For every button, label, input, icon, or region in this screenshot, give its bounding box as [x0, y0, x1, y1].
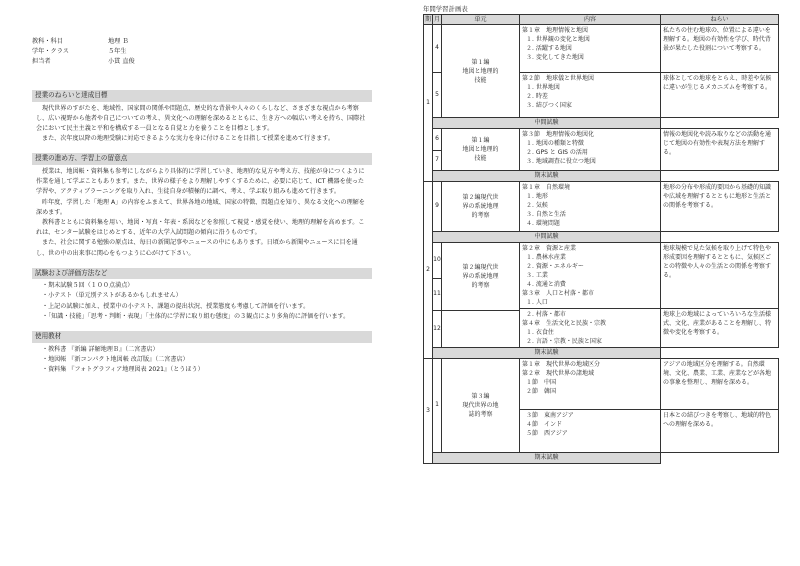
content-line: ４. 環境問題	[526, 220, 560, 227]
section-heading-method: 授業の進め方、学習上の留意点	[32, 153, 372, 165]
content-line: ２. 村落・都市	[526, 311, 566, 318]
exam-row	[424, 232, 779, 243]
table-row	[424, 243, 779, 279]
exam-row	[424, 453, 779, 464]
content-line: ２. 気候	[526, 202, 548, 209]
content-line: ２節 韓国	[526, 388, 557, 395]
content-cell	[520, 182, 661, 232]
meta-key: 学年・クラス	[32, 48, 69, 55]
final-exam: 期末試験	[433, 453, 661, 464]
unit-line: 地図と地理的	[462, 146, 499, 153]
unit-line: 地図と地理的	[462, 67, 499, 75]
content-line: 第１章 自然環境	[522, 184, 571, 191]
content-line: 第４章 生活文化と民族・宗教	[522, 320, 607, 327]
unit-line: 第２編現代世	[462, 264, 499, 272]
content-line: 第２章 現代世界の諸地域	[522, 370, 595, 377]
paragraph: 昨年度、学習した「地理 A」の内容をふまえて、世界各地の地域、国家の特徴、問題点を知り、異なる文化への理解を深めます。	[36, 198, 365, 216]
month-cell: 7	[433, 151, 442, 171]
aim-top: アジアの地域区分を理解する。自然環境、文化、農業、工業、産業などが各地の事象を整理し、理解を深める。	[663, 361, 772, 386]
header-month: 月	[433, 16, 440, 23]
unit-line: 第１編	[471, 137, 490, 144]
content-line: ３. 結びつく国家	[526, 102, 572, 109]
content-cell	[520, 359, 661, 453]
paragraph: 教科書とともに資料集を用い、地図・写真・年表・系図などを参照して視覚・感覚を使い、地理的理解を高めます。これは、センター試験をはじめとする、近年の大学入試問題の傾向に沿うものです。	[36, 218, 365, 237]
meta-value: ５年生	[108, 48, 127, 55]
final-exam: 期末試験	[433, 348, 661, 359]
meta-row	[32, 38, 372, 48]
content-line: １. 人口	[526, 299, 548, 306]
meta-value: 地理 Ｂ	[108, 38, 129, 45]
unit-line: 的考察	[471, 212, 490, 219]
paragraph: 授業は、地図帳・資料集も参考にしながらより具体的に学習していき、地理的な見方や考え方、技能が身につくように作業を通して学ぶこともあります。また、世界の様子をより理解しやすくするために、必要に応じて、ICT 機器を使った学習や、アクティブラーニングを取り入れ、生徒自身が積極的に調べ、考え、学ぶ取り組みも進めて行きます。	[36, 167, 365, 196]
final-exam: 期末試験	[433, 171, 661, 182]
content-line: ２. 資源・エネルギー	[526, 263, 584, 270]
content-top	[522, 360, 658, 408]
syllabus-page	[32, 38, 372, 375]
paragraph: また、社会に関する勉強の原点は、毎日の新聞記事やニュースの中にもあります。日頃から新聞やニュースに目を通し、世の中の出来事に関心をもつように心がけて下さい。	[36, 239, 358, 257]
exam-row	[424, 348, 779, 359]
unit-line: 技能	[474, 155, 487, 162]
content-line: １. 地形	[526, 193, 548, 200]
content-line: ２. 時差	[526, 93, 548, 100]
content-line: ３. 自然と生活	[526, 211, 566, 218]
content-line: ３節 東南アジア	[526, 412, 574, 419]
content-cell	[520, 243, 661, 309]
content-line: ３. 変化してきた地図	[526, 54, 584, 61]
meta-key: 担当者	[32, 58, 51, 65]
table-header-row	[424, 15, 779, 25]
section-heading-materials: 使用教材	[32, 331, 372, 343]
content-line: 第２節 地球儀と世界地図	[522, 75, 595, 82]
aim-cell: 地形の分布や形成的要因から基礎的知識や広域を理解するとともに地形と生活との関係を考察する。	[661, 182, 779, 232]
exam-row	[424, 118, 779, 129]
content-line: ４. 流通と消費	[526, 281, 566, 288]
aim-cell	[661, 359, 779, 453]
aim-cell: 情報の地図化や読み取りなどの活動を通じて地図の有効性や表現方法を理解する。	[661, 129, 779, 171]
plan-table	[423, 14, 779, 464]
content-line: ２. 活躍する地図	[526, 45, 572, 52]
content-line: １. 衣食住	[526, 329, 554, 336]
aim-cell: 私たちの住む地球の、位置による違いを理解する。地図の有効性を学び、時代背景が果たした役割について考察する。	[661, 25, 779, 73]
unit-line: 誌的考察	[468, 411, 493, 418]
section-heading-goals: 授業のねらいと達成目標	[32, 90, 372, 102]
term-cell: 3	[424, 359, 433, 464]
content-cell	[520, 25, 661, 73]
content-cell	[520, 129, 661, 171]
content-line: １. 農林水産業	[526, 254, 566, 261]
content-line: 第２章 資源と産業	[522, 245, 577, 252]
course-meta	[32, 38, 372, 68]
aim-bottom: 日本との結びつきを考察し、地域的特色への理解を深める。	[661, 409, 778, 429]
unit-line: 第３編	[471, 393, 490, 400]
meta-value: 小貫 直俊	[108, 58, 135, 65]
table-row	[424, 129, 779, 151]
section-heading-exam: 試験および評価方法など	[32, 268, 372, 280]
content-bottom	[520, 409, 660, 438]
list-item: ・資料集 『フォトグラフィア地理図表 2021』（とうほう）	[42, 366, 204, 374]
content-line: １. 地図の種類と特徴	[526, 140, 584, 147]
month-cell: 12	[433, 311, 442, 348]
unit-line: 技能	[474, 76, 487, 84]
meta-row	[32, 48, 372, 58]
midterm-exam: 中間試験	[433, 232, 661, 243]
unit-cell-empty	[442, 311, 520, 348]
paragraph: また、次年度以降の地理受験に対応できるような実力を身に付けることを目指して授業を進めて行きます。	[42, 135, 335, 143]
table-row	[424, 359, 779, 453]
month-cell: 9	[433, 182, 442, 232]
meta-row	[32, 58, 372, 68]
content-line: ２. GPS と GIS の活用	[526, 149, 588, 156]
month-cell: 5	[433, 73, 442, 118]
list-item: ・上記の試験に加え、授業中の小テスト、課題の提出状況、授業態度も考慮して評価を行います。	[42, 302, 310, 310]
aim-cell: 地球規模で見た気候を取り上げて特色や形成要因を理解するとともに、気候区ごとの特徴や人々の生活との関係を考察する。	[661, 243, 779, 309]
content-line: ５節 西アジア	[526, 430, 568, 437]
unit-line: 界の系統地理	[462, 273, 499, 281]
month-cell: 1	[433, 359, 442, 453]
content-line: 第１章 地理情報と地図	[522, 27, 589, 34]
unit-line: 界の系統地理	[462, 203, 499, 210]
list-item: ・「知識・技能」「思考・判断・表現」「主体的に学習に取り組む態度」の３観点により多角的に評価を行います。	[42, 312, 350, 320]
unit-line: 的考察	[471, 282, 490, 290]
term-cell: 2	[424, 182, 433, 359]
list-item: ・期末試験５回（１００点満点）	[42, 282, 134, 290]
content-line: 第１章 現代世界の地域区分	[522, 361, 601, 368]
unit-cell	[442, 25, 520, 118]
paragraph: 現代世界のすがたを、地域性、国家間の関係や問題点、歴史的な背景や人々のくらしなど、さまざまな視点から考察し、広い視野から他者や自己についての考え、異文化への理解を深めるとともに、生き方への幅広い考えを持ち、国際社会において民主主義と平和を構成する一員となる自覚と力を養うことを目標とします。	[36, 104, 366, 132]
header-term: 期	[424, 16, 431, 23]
table-row	[424, 182, 779, 232]
unit-line: 第２編現代世	[462, 194, 499, 201]
content-cell	[520, 73, 661, 118]
header-unit: 単元	[442, 15, 520, 25]
aim-cell: 球体としての地球をとらえ、時差や気候に違いが生じるメカニズムを考察する。	[661, 73, 779, 118]
content-line: １. 世界観の変化と地図	[526, 36, 590, 43]
content-line: １. 世界地図	[526, 84, 560, 91]
unit-cell	[442, 182, 520, 232]
unit-line: 現代世界の地	[462, 402, 499, 409]
month-cell: 6	[433, 129, 442, 151]
meta-key: 教科・科目	[32, 38, 63, 45]
header-content: 内容	[520, 15, 661, 25]
unit-cell	[442, 243, 520, 311]
month-cell: 4	[433, 25, 442, 73]
midterm-exam: 中間試験	[433, 118, 661, 129]
exam-row	[424, 171, 779, 182]
term-cell: 1	[424, 25, 433, 182]
content-cell	[520, 309, 661, 348]
content-line: ３. 地域調査に役立つ地図	[526, 158, 596, 165]
unit-cell	[442, 359, 520, 453]
content-line: ３. 工業	[526, 272, 548, 279]
content-line: ４節 インド	[526, 421, 563, 428]
unit-cell	[442, 129, 520, 171]
list-item: ・教科書 『新編 詳解地理Ｂ』（二宮書店）	[42, 345, 159, 353]
list-item: ・小テスト（単元別テストがあるかもしれません）	[42, 292, 182, 300]
content-line: 第３章 人口と村落・都市	[522, 290, 595, 297]
unit-line: 第１編	[471, 58, 490, 66]
content-line: １節 中国	[526, 379, 557, 386]
content-line: ２. 言語・宗教・民族と国家	[526, 338, 602, 345]
month-cell: 11	[433, 279, 442, 311]
content-line: 第３節 地理情報の地図化	[522, 131, 595, 138]
table-title: 年間学習計画表	[423, 5, 468, 13]
header-aim: ねらい	[661, 15, 779, 25]
list-item: ・地図帳 『新コンパクト地図帳 改訂版』（二宮書店）	[42, 355, 189, 363]
table-row	[424, 25, 779, 73]
month-cell: 10	[433, 243, 442, 279]
annual-plan	[423, 5, 779, 464]
aim-cell: 地球上の地域によっていろいろな生活様式、文化、産業があることを理解し、特徴や変化を考察する。	[661, 309, 779, 348]
